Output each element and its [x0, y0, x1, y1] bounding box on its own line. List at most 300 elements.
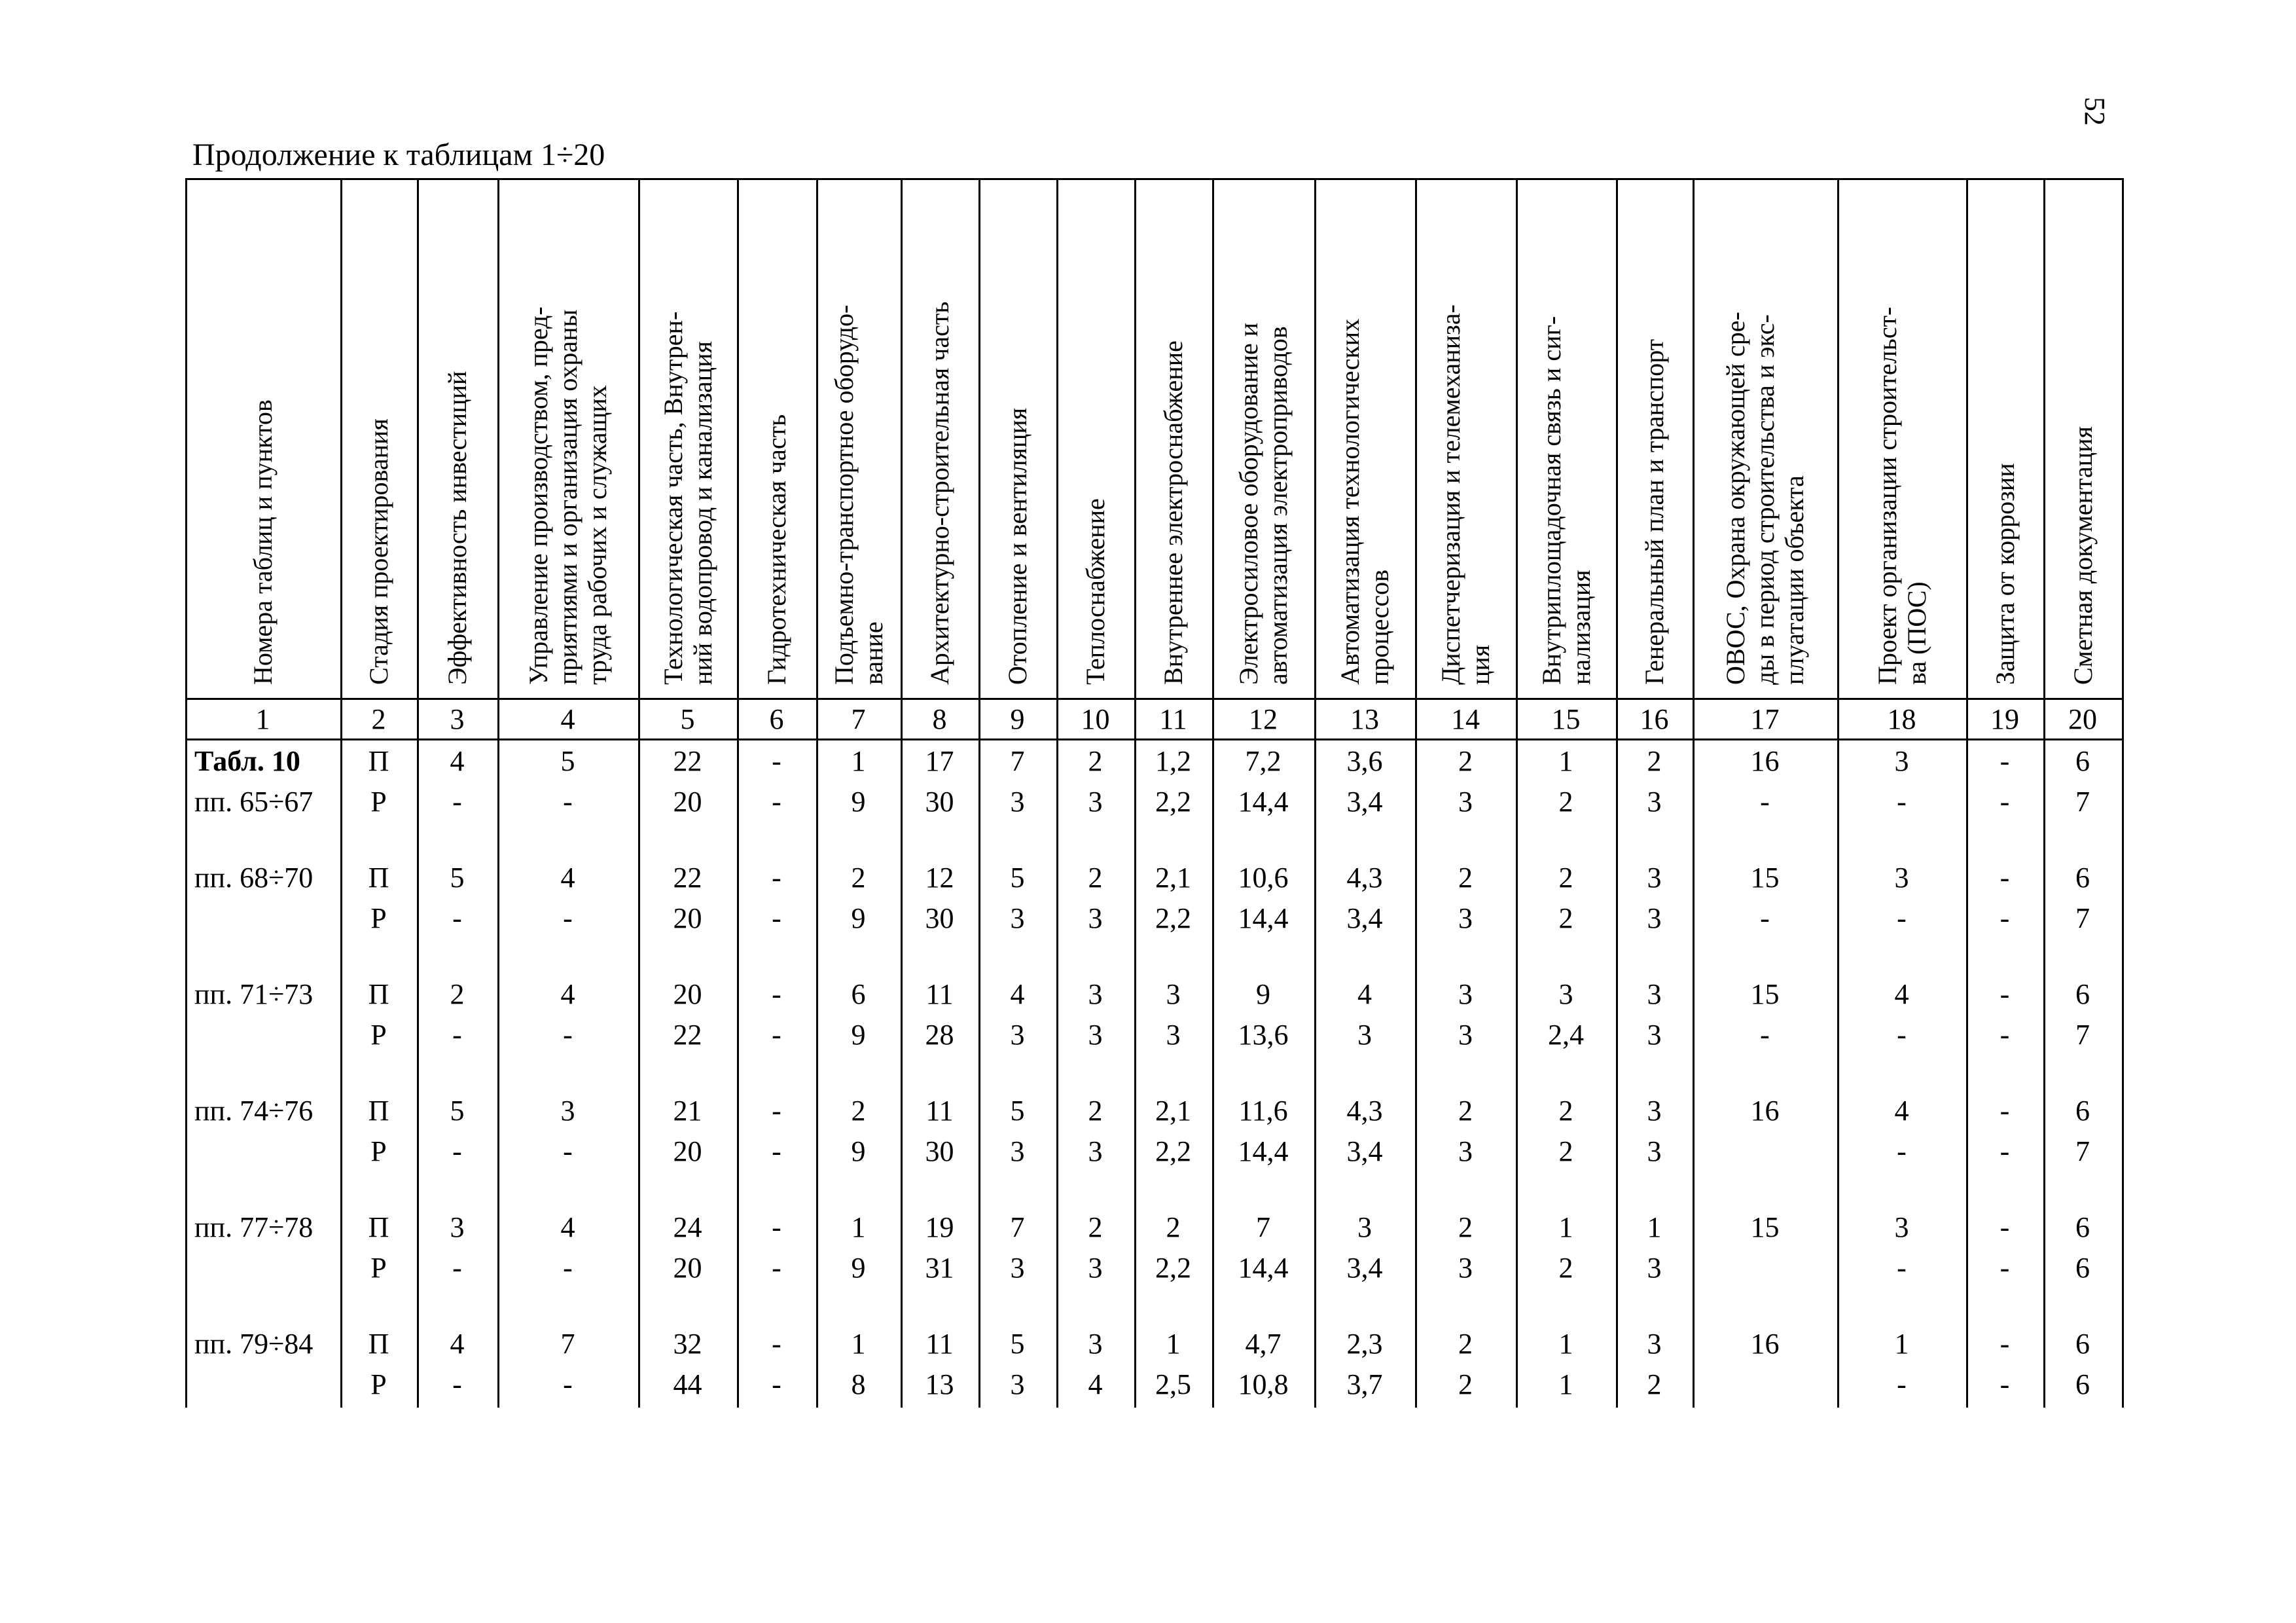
- table-cell: -: [772, 978, 781, 1010]
- table-cell: 3: [1166, 978, 1181, 1010]
- table-cell: 7: [1010, 745, 1025, 777]
- column-number: 2: [371, 703, 386, 735]
- table-cell: 4: [560, 862, 575, 894]
- table-cell: 3: [1458, 978, 1473, 1010]
- table-cell: -: [452, 1019, 462, 1051]
- column-header-line: Проект организации строительст-: [1872, 306, 1902, 685]
- column-header-line: труда рабочих и служащих: [583, 385, 612, 685]
- table-cell: 2: [1558, 786, 1573, 818]
- table-cell: 15: [1750, 978, 1780, 1010]
- table-cell: 3: [1010, 1252, 1025, 1284]
- row-group-label: пп. 68÷70: [194, 862, 314, 894]
- table-cell: 9: [1256, 978, 1270, 1010]
- table-cell: 32: [673, 1328, 702, 1360]
- table-cell: 3: [1088, 1135, 1103, 1167]
- table-cell: -: [2000, 786, 2010, 818]
- table-cell: 3,4: [1346, 1252, 1383, 1284]
- table-cell: 15: [1750, 1211, 1780, 1243]
- table-cell: 3: [1088, 902, 1103, 934]
- table-cell: -: [2000, 1019, 2010, 1051]
- table-cell: -: [1897, 1368, 1907, 1400]
- table-cell: 5: [1010, 862, 1025, 894]
- table-cell: 2,4: [1548, 1019, 1584, 1051]
- table-cell: П: [368, 978, 389, 1010]
- column-header: [1873, 191, 1931, 685]
- column-number: 7: [851, 703, 866, 735]
- table-cell: П: [368, 862, 389, 894]
- table-cell: -: [2000, 902, 2010, 934]
- table-cell: -: [1897, 1019, 1907, 1051]
- column-header-line: Стадия проектирования: [364, 418, 393, 685]
- column-header-line: Технологическая часть, Внутрен-: [658, 311, 688, 685]
- column-header: [829, 191, 888, 685]
- table-cell: 30: [925, 1135, 954, 1167]
- table-cell: 3: [1458, 902, 1473, 934]
- table-cell: 30: [925, 902, 954, 934]
- column-header: [1436, 191, 1495, 685]
- column-number: 1: [255, 703, 270, 735]
- table-cell: -: [2000, 745, 2010, 777]
- table-cell: 2,1: [1155, 862, 1191, 894]
- table-cell: 9: [851, 1019, 866, 1051]
- table-cell: 5: [1010, 1095, 1025, 1127]
- column-number: 16: [1640, 703, 1669, 735]
- table-cell: 8: [851, 1368, 866, 1400]
- table-cell: 22: [673, 745, 702, 777]
- table-cell: 3: [1088, 1328, 1103, 1360]
- table-cell: 3: [1647, 1135, 1662, 1167]
- table-cell: Р: [370, 1135, 387, 1167]
- column-header-line: ция: [1465, 644, 1495, 685]
- table-cell: 3: [1647, 902, 1662, 934]
- table-cell: 2,1: [1155, 1095, 1191, 1127]
- table-cell: 3: [1458, 1019, 1473, 1051]
- table-cell: 4: [1088, 1368, 1103, 1400]
- table-cell: 3: [1166, 1019, 1181, 1051]
- column-header-line: Гидротехническая часть: [762, 414, 791, 685]
- table-cell: 6: [2075, 1095, 2090, 1127]
- row-group-label: пп. 71÷73: [194, 978, 314, 1010]
- table-cell: -: [452, 1135, 462, 1167]
- table-cell: -: [2000, 1135, 2010, 1167]
- table-cell: -: [563, 1019, 573, 1051]
- table-cell: 2: [1088, 862, 1103, 894]
- table-cell: 5: [450, 1095, 465, 1127]
- table-cell: 4,3: [1346, 1095, 1383, 1127]
- table-cell: 3: [1647, 1095, 1662, 1127]
- table-cell: 2: [1458, 862, 1473, 894]
- row-group-label: пп. 65÷67: [194, 786, 314, 818]
- table-cell: 28: [925, 1019, 954, 1051]
- table-cell: 11,6: [1238, 1095, 1288, 1127]
- column-header-line: Номера таблиц и пунктов: [248, 399, 278, 685]
- table-cell: -: [1897, 902, 1907, 934]
- table-cell: 3: [1894, 862, 1909, 894]
- table-cell: -: [2000, 862, 2010, 894]
- column-number: 19: [1990, 703, 2019, 735]
- column-header: [762, 191, 791, 685]
- table-cell: 10,8: [1238, 1368, 1289, 1400]
- table-cell: 4: [560, 1211, 575, 1243]
- column-header: [658, 191, 717, 685]
- table-cell: 11: [925, 978, 954, 1010]
- column-number: 17: [1750, 703, 1780, 735]
- table-cell: 20: [673, 786, 702, 818]
- table-cell: -: [1897, 1135, 1907, 1167]
- table-cell: 3: [1894, 1211, 1909, 1243]
- table-cell: 2: [1458, 1211, 1473, 1243]
- column-header-line: приятиями и организация охраны: [553, 309, 583, 685]
- table-cell: 9: [851, 902, 866, 934]
- table-cell: 14,4: [1238, 1135, 1289, 1167]
- table-cell: -: [563, 786, 573, 818]
- table-cell: 22: [673, 1019, 702, 1051]
- table-cell: 5: [450, 862, 465, 894]
- table-cell: -: [1760, 786, 1770, 818]
- column-number: 4: [560, 703, 575, 735]
- table-cell: 3: [1647, 786, 1662, 818]
- table-cell: -: [452, 1368, 462, 1400]
- table-cell: 2: [1647, 1368, 1662, 1400]
- table-cell: 3: [1010, 902, 1025, 934]
- table-cell: 1: [1894, 1328, 1909, 1360]
- table-cell: 3,4: [1346, 902, 1383, 934]
- column-header: [1537, 191, 1596, 685]
- table-cell: 7: [2075, 1019, 2090, 1051]
- table-cell: 20: [673, 1135, 702, 1167]
- table-cell: 11: [925, 1095, 954, 1127]
- table-cell: 2: [450, 978, 465, 1010]
- table-cell: 16: [1750, 745, 1780, 777]
- table-cell: 3: [1647, 862, 1662, 894]
- table-rule: [2122, 178, 2124, 1408]
- table-cell: 6: [2075, 978, 2090, 1010]
- column-header: [1335, 191, 1394, 685]
- column-header: [1721, 191, 1809, 685]
- column-number: 6: [769, 703, 784, 735]
- table-cell: 7,2: [1245, 745, 1282, 777]
- table-cell: 22: [673, 862, 702, 894]
- table-cell: 2: [1558, 1095, 1573, 1127]
- column-header-line: Архитектурно-строительная часть: [925, 301, 954, 685]
- table-cell: -: [1897, 1252, 1907, 1284]
- table-cell: 11: [925, 1328, 954, 1360]
- table-cell: -: [772, 1095, 781, 1127]
- table-cell: -: [2000, 1095, 2010, 1127]
- table-cell: 2: [1558, 1135, 1573, 1167]
- table-cell: 17: [925, 745, 954, 777]
- table-cell: 4,3: [1346, 862, 1383, 894]
- table-cell: 3: [1357, 1211, 1372, 1243]
- table-cell: 14,4: [1238, 902, 1289, 934]
- table-cell: 21: [673, 1095, 702, 1127]
- column-number: 8: [932, 703, 947, 735]
- column-number: 20: [2068, 703, 2097, 735]
- column-header-line: Внутреннее электроснабжение: [1158, 340, 1188, 685]
- table-cell: 4: [1010, 978, 1025, 1010]
- column-header-line: Эффективность инвестиций: [442, 371, 472, 685]
- table-cell: 4: [450, 745, 465, 777]
- column-number: 5: [680, 703, 695, 735]
- table-cell: Р: [370, 902, 387, 934]
- table-cell: 3: [1088, 978, 1103, 1010]
- table-cell: 3: [1088, 1019, 1103, 1051]
- table-cell: 4: [1357, 978, 1372, 1010]
- table-cell: 2: [1458, 745, 1473, 777]
- table-cell: 3,7: [1346, 1368, 1383, 1400]
- table-cell: -: [2000, 1252, 2010, 1284]
- table-cell: П: [368, 745, 389, 777]
- table-cell: 7: [1010, 1211, 1025, 1243]
- table-cell: 24: [673, 1211, 702, 1243]
- table-cell: 2: [1088, 1211, 1103, 1243]
- table-cell: 3: [1088, 786, 1103, 818]
- table-cell: 3: [1894, 745, 1909, 777]
- table-cell: 13: [925, 1368, 954, 1400]
- table-cell: 4: [560, 978, 575, 1010]
- table-cell: -: [772, 902, 781, 934]
- table-caption: Продолжение к таблицам 1÷20: [192, 137, 605, 172]
- table-cell: 1: [1647, 1211, 1662, 1243]
- table-cell: -: [452, 1252, 462, 1284]
- table-rule: [185, 178, 187, 1408]
- column-header-line: Теплоснабжение: [1081, 498, 1110, 685]
- column-header-line: Защита от коррозии: [1990, 463, 2020, 685]
- row-group-label: пп. 74÷76: [194, 1095, 314, 1127]
- table-cell: Р: [370, 786, 387, 818]
- column-number: 3: [450, 703, 465, 735]
- column-header-line: Диспетчеризация и телемеханиза-: [1436, 304, 1465, 685]
- column-header: [364, 191, 393, 685]
- table-cell: 20: [673, 978, 702, 1010]
- table-cell: 3: [1088, 1252, 1103, 1284]
- table-cell: -: [1897, 786, 1907, 818]
- table-cell: 14,4: [1238, 786, 1289, 818]
- table-cell: 4: [1894, 978, 1909, 1010]
- table-cell: 2: [1558, 862, 1573, 894]
- table-cell: 2: [1647, 745, 1662, 777]
- table-cell: 3: [1647, 978, 1662, 1010]
- table-cell: 7: [2075, 1135, 2090, 1167]
- table-cell: 6: [2075, 1328, 2090, 1360]
- column-header: [1081, 191, 1110, 685]
- table-rule: [185, 178, 2124, 180]
- column-header: [1234, 191, 1293, 685]
- table-cell: 6: [2075, 862, 2090, 894]
- table-cell: 1: [1558, 1211, 1573, 1243]
- table-cell: 2: [851, 862, 866, 894]
- table-cell: -: [2000, 1211, 2010, 1243]
- table-cell: -: [1760, 1019, 1770, 1051]
- column-header-line: Электросиловое оборудование и: [1234, 322, 1263, 685]
- table-cell: 10,6: [1238, 862, 1289, 894]
- table-cell: 3,6: [1346, 745, 1383, 777]
- table-cell: П: [368, 1211, 389, 1243]
- table-cell: 2,3: [1346, 1328, 1383, 1360]
- table-cell: -: [772, 1135, 781, 1167]
- table-cell: 4: [1894, 1095, 1909, 1127]
- table-cell: 14,4: [1238, 1252, 1289, 1284]
- table-cell: 19: [925, 1211, 954, 1243]
- column-header: [524, 191, 612, 685]
- table-cell: 2: [1166, 1211, 1181, 1243]
- table-cell: 4,7: [1245, 1328, 1282, 1360]
- column-number: 15: [1551, 703, 1581, 735]
- table-cell: 1,2: [1155, 745, 1191, 777]
- table-cell: 16: [1750, 1095, 1780, 1127]
- table-cell: -: [772, 1328, 781, 1360]
- column-header: [248, 191, 278, 685]
- table-cell: 5: [1010, 1328, 1025, 1360]
- table-cell: 2,2: [1155, 902, 1191, 934]
- table-cell: 3: [1558, 978, 1573, 1010]
- column-header: [1003, 191, 1032, 685]
- table-cell: 4: [450, 1328, 465, 1360]
- table-cell: 1: [1558, 1328, 1573, 1360]
- column-header-line: ды в период строительства и экс-: [1750, 314, 1780, 685]
- table-cell: 9: [851, 1135, 866, 1167]
- table-cell: 15: [1750, 862, 1780, 894]
- table-cell: 2: [1458, 1368, 1473, 1400]
- column-header-line: Внутриплощадочная связь и сиг-: [1536, 316, 1566, 685]
- table-cell: 1: [851, 1211, 866, 1243]
- column-number: 12: [1249, 703, 1278, 735]
- table-cell: 7: [1256, 1211, 1270, 1243]
- table-cell: 6: [2075, 745, 2090, 777]
- table-cell: 3: [1010, 1135, 1025, 1167]
- table-cell: -: [772, 1211, 781, 1243]
- table-cell: 2: [1458, 1095, 1473, 1127]
- table-cell: 44: [673, 1368, 702, 1400]
- table-cell: 3: [1458, 786, 1473, 818]
- table-cell: 9: [851, 786, 866, 818]
- table-cell: -: [772, 1019, 781, 1051]
- table-cell: 16: [1750, 1328, 1780, 1360]
- column-header-line: Сметная документация: [2068, 426, 2098, 685]
- table-cell: 1: [1558, 745, 1573, 777]
- table-cell: 2,2: [1155, 1252, 1191, 1284]
- table-cell: 3: [1458, 1135, 1473, 1167]
- table-cell: 3: [1647, 1019, 1662, 1051]
- table-cell: 13,6: [1238, 1019, 1289, 1051]
- table-cell: 3: [1010, 786, 1025, 818]
- column-header: [442, 191, 472, 685]
- table-cell: -: [452, 902, 462, 934]
- table-cell: 6: [2075, 1211, 2090, 1243]
- table-cell: 1: [851, 1328, 866, 1360]
- column-header-line: вание: [858, 621, 888, 685]
- column-number: 14: [1451, 703, 1480, 735]
- column-header-line: ва (ПОС): [1901, 581, 1931, 685]
- page-number: 52: [2079, 97, 2111, 126]
- table-cell: 30: [925, 786, 954, 818]
- table-cell: 1: [851, 745, 866, 777]
- table-cell: -: [563, 1135, 573, 1167]
- table-cell: -: [563, 902, 573, 934]
- table-cell: 7: [2075, 902, 2090, 934]
- table-cell: -: [1760, 902, 1770, 934]
- table-cell: 12: [925, 862, 954, 894]
- table-cell: 2,5: [1155, 1368, 1191, 1400]
- table-cell: -: [772, 786, 781, 818]
- table-cell: 3: [1647, 1252, 1662, 1284]
- table-cell: 31: [925, 1252, 954, 1284]
- column-header: [2068, 191, 2098, 685]
- table-cell: 5: [560, 745, 575, 777]
- column-header-line: ОВОС, Охрана окружающей сре-: [1721, 312, 1750, 685]
- column-number: 9: [1010, 703, 1025, 735]
- table-cell: 9: [851, 1252, 866, 1284]
- column-header-line: автоматизация электроприводов: [1263, 326, 1293, 685]
- row-group-label: пп. 79÷84: [194, 1328, 314, 1360]
- table-cell: -: [772, 1252, 781, 1284]
- table-cell: 3: [1458, 1252, 1473, 1284]
- column-number: 13: [1350, 703, 1379, 735]
- column-header-line: ний водопровод и канализация: [687, 341, 717, 685]
- table-cell: -: [772, 745, 781, 777]
- column-header-line: Управление производством, пред-: [524, 306, 553, 685]
- table-cell: Р: [370, 1368, 387, 1400]
- table-cell: 20: [673, 902, 702, 934]
- column-number: 10: [1081, 703, 1110, 735]
- table-cell: 6: [2075, 1368, 2090, 1400]
- table-cell: 2: [1458, 1328, 1473, 1360]
- table-cell: 2: [1558, 1252, 1573, 1284]
- table-cell: 3: [450, 1211, 465, 1243]
- column-number: 11: [1159, 703, 1187, 735]
- table-cell: 3: [1357, 1019, 1372, 1051]
- table-cell: 2: [1088, 745, 1103, 777]
- table-cell: 2,2: [1155, 786, 1191, 818]
- table-cell: 3,4: [1346, 1135, 1383, 1167]
- column-header-line: плуатации объекта: [1780, 475, 1809, 685]
- table-cell: -: [772, 1368, 781, 1400]
- table-cell: 1: [1558, 1368, 1573, 1400]
- table-cell: -: [772, 862, 781, 894]
- table-cell: -: [563, 1368, 573, 1400]
- column-header: [925, 191, 954, 685]
- table-cell: -: [2000, 1328, 2010, 1360]
- table-cell: 2,2: [1155, 1135, 1191, 1167]
- column-header-line: Генеральный план и транспорт: [1640, 338, 1669, 685]
- column-header: [1158, 191, 1188, 685]
- row-group-label: Табл. 10: [194, 745, 300, 777]
- table-cell: -: [2000, 1368, 2010, 1400]
- column-header-line: нализация: [1566, 570, 1596, 685]
- table-cell: -: [563, 1252, 573, 1284]
- table-cell: -: [2000, 978, 2010, 1010]
- table-cell: 3: [1647, 1328, 1662, 1360]
- table-cell: П: [368, 1095, 389, 1127]
- column-number: 18: [1887, 703, 1916, 735]
- column-header-line: Подъемно-транспортное оборудо-: [829, 304, 859, 685]
- column-header: [1990, 191, 2020, 685]
- table-cell: 2: [851, 1095, 866, 1127]
- table-cell: 3: [560, 1095, 575, 1127]
- table-cell: 6: [2075, 1252, 2090, 1284]
- column-header-line: Автоматизация технологических: [1335, 318, 1365, 685]
- row-group-label: пп. 77÷78: [194, 1211, 314, 1243]
- table-cell: Р: [370, 1019, 387, 1051]
- table-cell: 7: [560, 1328, 575, 1360]
- table-cell: 3: [1010, 1368, 1025, 1400]
- column-header-line: процессов: [1365, 570, 1394, 685]
- table-cell: 20: [673, 1252, 702, 1284]
- table-cell: 3: [1010, 1019, 1025, 1051]
- table-cell: 2: [1088, 1095, 1103, 1127]
- table-cell: П: [368, 1328, 389, 1360]
- table-cell: 7: [2075, 786, 2090, 818]
